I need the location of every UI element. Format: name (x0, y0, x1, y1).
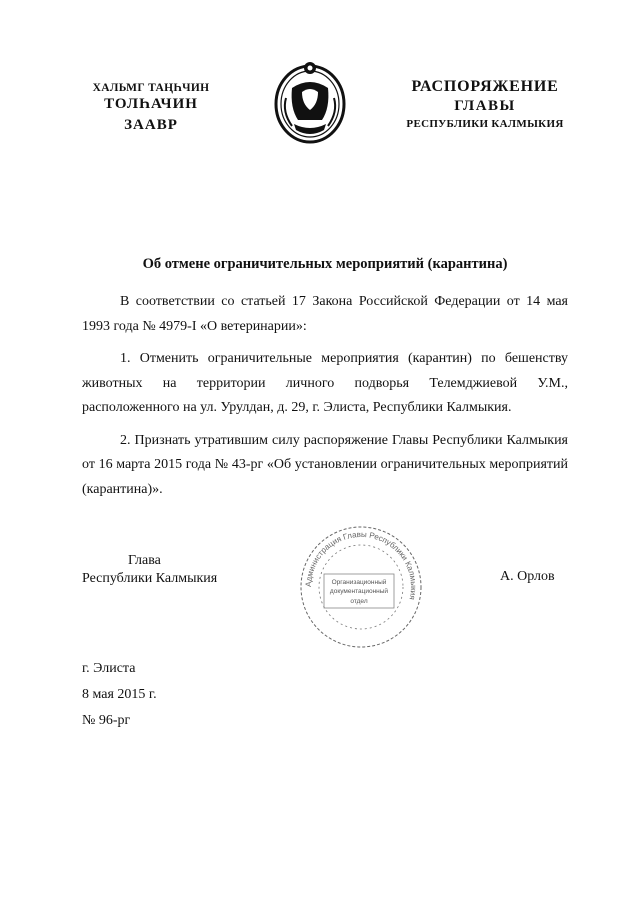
header-left-line2: ТОЛҺАЧИН (104, 96, 198, 112)
document-footer (82, 656, 157, 734)
paragraph-item-2: 2. Признать утратившим силу распоряжение Главы Республики Калмыкия от 16 марта 2015 года № 43-рг «Об установлении ограничительных мероприятий (карантина)». (82, 432, 568, 497)
signature-name: А. Орлов (500, 569, 555, 584)
footer-date: 8 мая 2015 г. (82, 687, 157, 702)
paragraph-preamble: В соответствии со статьей 17 Закона Российской Федерации от 14 мая 1993 года № 4979-I «О ветеринарии»: (82, 294, 568, 334)
header-left-kalmyk (86, 82, 216, 134)
signature-position-line1: Глава (128, 553, 161, 568)
signature-position (82, 552, 217, 588)
footer-place: г. Элиста (82, 661, 136, 676)
seal-inner-line1: Организационный (331, 579, 387, 586)
footer-number: № 96-рг (82, 713, 131, 728)
seal-inner-line3: отдел (350, 598, 368, 605)
official-seal-icon (296, 522, 426, 652)
header-left-line1: ХАЛЬМГ ТАҢҺЧИН (92, 82, 210, 94)
document-body (82, 290, 568, 502)
header-right-line3: РЕСПУБЛИКИ КАЛМЫКИЯ (406, 118, 564, 130)
header-right-russian (395, 78, 575, 130)
seal-ring-text: Администрация Главы Республики Калмыкия (303, 529, 419, 601)
header-right-line2: ГЛАВЫ (454, 98, 516, 114)
header-right-line1: РАСПОРЯЖЕНИЕ (411, 78, 559, 95)
kalmykia-coat-of-arms-icon (272, 58, 348, 144)
seal-inner-line2: документационный (329, 588, 389, 595)
document-title: Об отмене ограничительных мероприятий (карантина) (142, 256, 508, 272)
paragraph-item-1: 1. Отменить ограничительные мероприятия (карантин) по бешенству животных на территории личного подворья Телемджиевой У.М., расположенного на ул. Урулдан, д. 29, г. Элиста, Республики Калмыкия. (82, 351, 568, 415)
header-left-line3: ЗААВР (124, 117, 178, 133)
signature-position-line2: Республики Калмыкия (82, 571, 218, 586)
